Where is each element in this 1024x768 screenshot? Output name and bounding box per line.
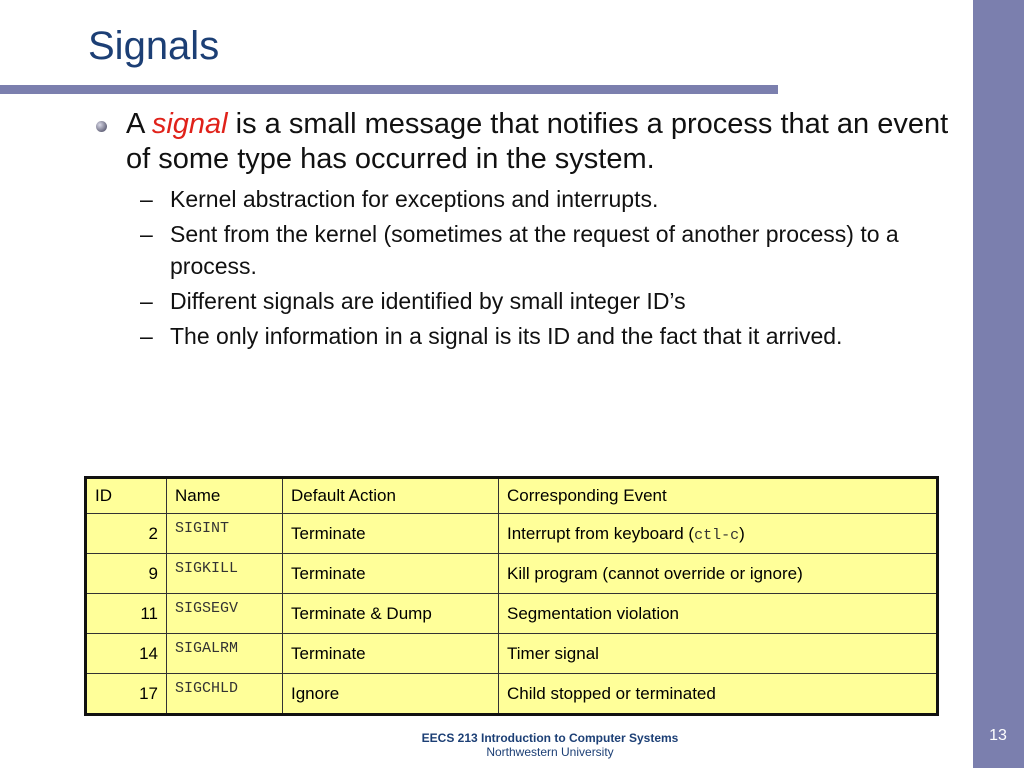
signal-highlight: signal xyxy=(151,108,228,140)
sub-bullet xyxy=(96,183,966,215)
slide-footer xyxy=(360,731,740,759)
sub-bullet-text: Kernel abstraction for exceptions and interrupts. xyxy=(170,186,659,212)
sub-bullet xyxy=(96,218,966,282)
table-row xyxy=(86,594,938,634)
dash-marker: – xyxy=(140,186,153,212)
table-row xyxy=(86,634,938,674)
cell-signal-name: SIGINT xyxy=(167,514,283,554)
page-number: 13 xyxy=(989,727,1007,744)
cell-action: Terminate xyxy=(283,514,499,554)
main-bullet-rest: is a small message that notifies a process that an event of some type has occurred in the system. xyxy=(126,108,949,175)
dash-marker: – xyxy=(140,221,153,247)
bullet-content xyxy=(96,107,966,355)
signals-table xyxy=(84,476,939,716)
cell-event: Segmentation violation xyxy=(499,594,938,634)
cell-signal-name: SIGKILL xyxy=(167,554,283,594)
cell-action: Terminate xyxy=(283,554,499,594)
cell-event: Child stopped or terminated xyxy=(499,674,938,715)
cell-signal-name: SIGCHLD xyxy=(167,674,283,715)
event-text: Interrupt from keyboard ( xyxy=(507,523,695,543)
cell-event: Kill program (cannot override or ignore) xyxy=(499,554,938,594)
table-header-row xyxy=(86,478,938,514)
sub-bullet-text: The only information in a signal is its ID and the fact that it arrived. xyxy=(170,323,843,349)
cell-id: 11 xyxy=(86,594,167,634)
header-corresponding-event: Corresponding Event xyxy=(499,478,938,514)
main-bullet-prefix: A xyxy=(126,108,152,140)
cell-id: 14 xyxy=(86,634,167,674)
cell-id: 2 xyxy=(86,514,167,554)
sub-bullet-text: Different signals are identified by small integer ID’s xyxy=(170,288,686,314)
header-id: ID xyxy=(86,478,167,514)
slide-title: Signals xyxy=(88,24,220,68)
cell-id: 9 xyxy=(86,554,167,594)
sub-bullet xyxy=(96,285,966,317)
right-accent-bar xyxy=(973,0,1024,768)
event-end: ) xyxy=(739,523,745,543)
table-row xyxy=(86,554,938,594)
cell-event xyxy=(499,514,938,554)
cell-signal-name: SIGALRM xyxy=(167,634,283,674)
dash-marker: – xyxy=(140,288,153,314)
header-name: Name xyxy=(167,478,283,514)
sub-bullet-text: Sent from the kernel (sometimes at the request of another process) to a process. xyxy=(170,221,899,279)
table-row xyxy=(86,674,938,715)
main-bullet xyxy=(96,107,966,177)
event-code: ctl-c xyxy=(694,526,740,544)
bullet-dot-icon xyxy=(96,121,107,132)
sub-bullet-list xyxy=(96,183,966,352)
cell-id: 17 xyxy=(86,674,167,715)
sub-bullet xyxy=(96,320,966,352)
cell-signal-name: SIGSEGV xyxy=(167,594,283,634)
cell-event: Timer signal xyxy=(499,634,938,674)
dash-marker: – xyxy=(140,323,153,349)
cell-action: Ignore xyxy=(283,674,499,715)
title-underline xyxy=(0,85,778,94)
cell-action: Terminate & Dump xyxy=(283,594,499,634)
cell-action: Terminate xyxy=(283,634,499,674)
footer-university: Northwestern University xyxy=(486,745,614,759)
footer-course: EECS 213 Introduction to Computer Systems xyxy=(421,731,679,745)
table-row xyxy=(86,514,938,554)
header-default-action: Default Action xyxy=(283,478,499,514)
